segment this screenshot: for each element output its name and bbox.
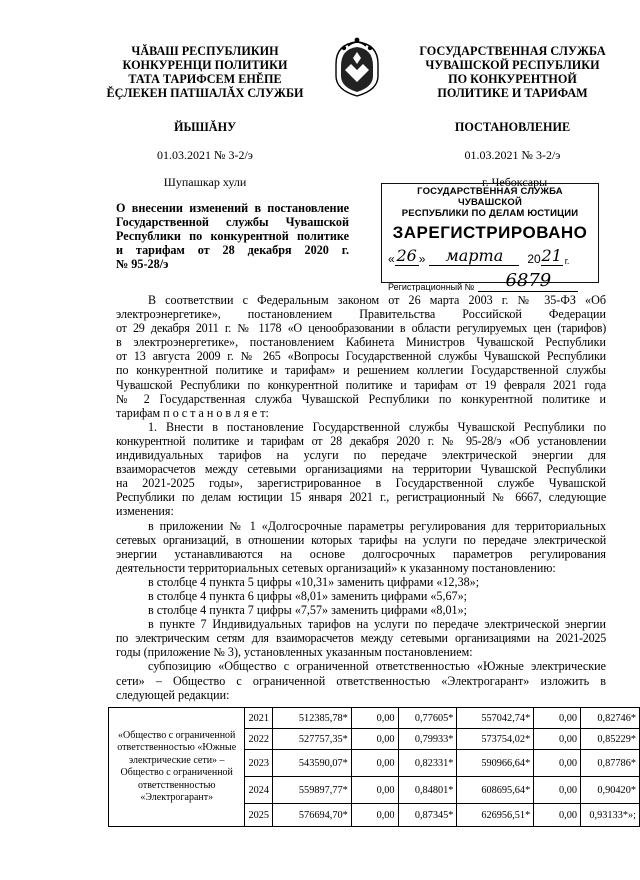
table-cell: 0,00 xyxy=(351,804,398,827)
header-right-line: ПО КОНКУРЕНТНОЙ xyxy=(448,72,577,86)
table-row xyxy=(109,708,640,729)
org-cell: «Общество с ограниченной ответственностью «Южные электрические сети» – Общество с ограниченной ответственностью «Электрогарант» xyxy=(109,708,245,827)
paragraph-line: энергии устанавливаются на основе долгосрочных параметров регулирования xyxy=(116,546,606,561)
paragraph-line: Чувашской Республики по конкурентной политике и тарифам от 19 февраля 2021 года xyxy=(116,377,606,392)
paragraph-line: следующей редакции: xyxy=(116,687,230,702)
header-left-line: ЧĂВАШ РЕСПУБЛИКИН xyxy=(131,44,279,58)
paragraph-line: в столбце 4 пункта 6 цифры «8,01» заменить цифрами «5,67»; xyxy=(148,588,467,603)
header-right-line: ПОЛИТИКЕ И ТАРИФАМ xyxy=(437,86,588,100)
subject-line: № 95-28/э xyxy=(116,257,169,271)
table-cell: 0,87786* xyxy=(581,750,640,777)
paragraph-line: в электроэнергетике», постановлением Кабинета Министров Чувашской Республики xyxy=(116,335,606,350)
table-cell: 0,00 xyxy=(534,708,581,729)
city-right: г. Чебоксары xyxy=(482,175,548,189)
stamp-date: « 26 » марта 20 21 г. xyxy=(388,246,570,266)
table-cell: 2024 xyxy=(245,777,273,804)
table-cell: 0,85229* xyxy=(581,729,640,750)
paragraph-line: от 29 декабря 2011 г. № 1178 «О ценообразовании в области регулируемых цен (тарифов) xyxy=(116,321,606,336)
paragraph-line: В соответствии с Федеральным законом от 26 марта 2003 г. № 35-ФЗ «Об xyxy=(148,293,606,307)
header-left-line: ТАТА ТАРИФСЕМ ЕНĔПЕ xyxy=(128,72,282,86)
table-cell: 559897,77* xyxy=(273,777,352,804)
table-cell: 0,00 xyxy=(351,777,398,804)
paragraph-line: изменения: xyxy=(116,504,174,519)
stamp-month: марта xyxy=(429,246,519,266)
tariff-table-body xyxy=(109,708,640,827)
body-text xyxy=(116,293,606,702)
paragraph-line: деятельности территориальных сетевых организаций» к указанному постановлению: xyxy=(116,560,556,575)
paragraph-line: Республики по делам юстиции 15 января 2021 г., регистрационный № 6667, следующие xyxy=(116,490,606,505)
stamp-title: ЗАРЕГИСТРИРОВАНО xyxy=(392,223,588,242)
table-cell: 2023 xyxy=(245,750,273,777)
table-cell: 590966,64* xyxy=(457,750,534,777)
table-cell: 0,00 xyxy=(534,804,581,827)
coat-of-arms-icon xyxy=(330,36,384,103)
paragraph-line: тарифам п о с т а н о в л я е т: xyxy=(116,405,269,420)
doc-type-right: ПОСТАНОВЛЕНИЕ xyxy=(454,120,571,134)
table-cell: 576694,70* xyxy=(273,804,352,827)
paragraph-line: в приложении № 1 «Долгосрочные параметры регулирования для территориальных xyxy=(148,518,606,533)
paragraph-line: индивидуальных тарифов на услуги по передаче электрической энергии для xyxy=(116,448,606,463)
stamp-line2: РЕСПУБЛИКИ ПО ДЕЛАМ ЮСТИЦИИ xyxy=(401,208,579,219)
table-cell: 527757,35* xyxy=(273,729,352,750)
table-cell: 0,00 xyxy=(534,777,581,804)
paragraph-line: на 2021-2025 годы», зарегистрированное в Государственной службе Чувашской xyxy=(116,476,606,491)
date-number-left: 01.03.2021 № 3-2/э xyxy=(157,148,253,162)
table-cell: 0,79933* xyxy=(398,729,457,750)
header-right xyxy=(405,44,620,100)
paragraph-line: сетевых организаций, в отношении которых тарифы на услуги по передаче электрической xyxy=(116,532,606,547)
paragraph-line: 1. Внести в постановление Государственной службы Чувашской Республики по xyxy=(148,419,606,434)
table-cell: 0,00 xyxy=(534,729,581,750)
paragraph-line: электроэнергетике», постановлением Правительства Российской Федерации xyxy=(116,307,606,322)
stamp-line1: ГОСУДАРСТВЕННАЯ СЛУЖБА ЧУВАШСКОЙ xyxy=(417,186,563,208)
paragraph-line: в пункте 7 Индивидуальных тарифов на услуги по передаче электрической энергии xyxy=(148,617,606,632)
table-cell: 0,00 xyxy=(351,729,398,750)
table-cell: 0,77605* xyxy=(398,708,457,729)
table-cell: 0,84801* xyxy=(398,777,457,804)
paragraph-line: годы (приложение № 3), установленных указанным постановлением: xyxy=(116,645,473,660)
subject-line: Государственной службы Чувашской xyxy=(116,215,349,229)
paragraph-line: № 2 Государственная служба Чувашской Республики по конкурентной политике и xyxy=(116,391,606,406)
table-cell: 0,93133*»; xyxy=(581,804,640,827)
header-left-line: КОНКУРЕНЦИ ПОЛИТИКИ xyxy=(122,58,288,72)
table-cell: 2025 xyxy=(245,804,273,827)
tariff-table xyxy=(108,707,640,827)
paragraph-line: от 13 августа 2009 г. № 265 «Вопросы Государственной службы Чувашской Республики xyxy=(116,349,606,364)
table-cell: 0,00 xyxy=(351,708,398,729)
stamp-reg-label: Регистрационный № xyxy=(388,282,475,292)
subject-line: Республики по конкурентной политике xyxy=(116,229,349,243)
paragraph-line: взаиморасчетов между сетевыми организациями на территории Чувашской Республики xyxy=(116,462,606,477)
table-cell: 557042,74* xyxy=(457,708,534,729)
subject-block xyxy=(116,201,349,271)
header-left-line: ĔÇЛЕКЕН ПАТШАЛĂХ СЛУЖБИ xyxy=(106,86,304,100)
paragraph-line: в столбце 4 пункта 7 цифры «7,57» заменить цифрами «8,01»; xyxy=(148,603,467,618)
stamp-year-suffix: 21 xyxy=(541,246,562,265)
table-cell: 512385,78* xyxy=(273,708,352,729)
table-cell: 0,00 xyxy=(351,750,398,777)
tariff-table-wrap xyxy=(108,707,640,827)
paragraph-line: по конкурентной политике и тарифам» и решением коллегии Государственной службы xyxy=(116,363,606,378)
date-number-right: 01.03.2021 № 3-2/э xyxy=(464,148,561,162)
paragraph-line: субпозицию «Общество с ограниченной ответственностью «Южные электрические xyxy=(148,659,606,674)
table-cell: 543590,07* xyxy=(273,750,352,777)
city-left: Шупашкар хули xyxy=(163,175,247,189)
doc-type-left: ЙЫШĂНУ xyxy=(173,120,237,134)
stamp-reg xyxy=(388,270,592,292)
table-cell: 2021 xyxy=(245,708,273,729)
table-cell: 0,82746* xyxy=(581,708,640,729)
header-left xyxy=(95,44,315,100)
paragraph-line: конкурентной политике и тарифам от 28 декабря 2020 г. № 95-28/э «Об установлении xyxy=(116,433,606,448)
paragraph-line: по электрическим сетям для взаиморасчетов между сетевыми организациями на 2021-2025 xyxy=(116,631,606,646)
table-cell: 2022 xyxy=(245,729,273,750)
header-right-line: ЧУВАШСКОЙ РЕСПУБЛИКИ xyxy=(425,58,600,72)
subject-line: и тарифам от 28 декабря 2020 г. xyxy=(116,243,349,257)
table-cell: 0,90420* xyxy=(581,777,640,804)
table-cell: 0,87345* xyxy=(398,804,457,827)
subject-line: О внесении изменений в постановление xyxy=(116,201,349,215)
table-cell: 0,82331* xyxy=(398,750,457,777)
paragraph-line: сети» – Общество с ограниченной ответственностью «Электрогарант» изложить в xyxy=(116,673,606,688)
table-cell: 0,00 xyxy=(534,750,581,777)
stamp-year-prefix: 20 xyxy=(527,252,541,266)
registration-stamp xyxy=(381,183,599,292)
stamp-day: 26 xyxy=(396,246,417,265)
header-right-line: ГОСУДАРСТВЕННАЯ СЛУЖБА xyxy=(419,44,606,58)
stamp-year-unit: г. xyxy=(564,256,570,266)
paragraph-line: в столбце 4 пункта 5 цифры «10,31» заменить цифрами «12,38»; xyxy=(148,574,480,589)
table-cell: 608695,64* xyxy=(457,777,534,804)
table-cell: 626956,51* xyxy=(457,804,534,827)
stamp-reg-number: 6879 xyxy=(478,270,578,292)
table-cell: 573754,02* xyxy=(457,729,534,750)
